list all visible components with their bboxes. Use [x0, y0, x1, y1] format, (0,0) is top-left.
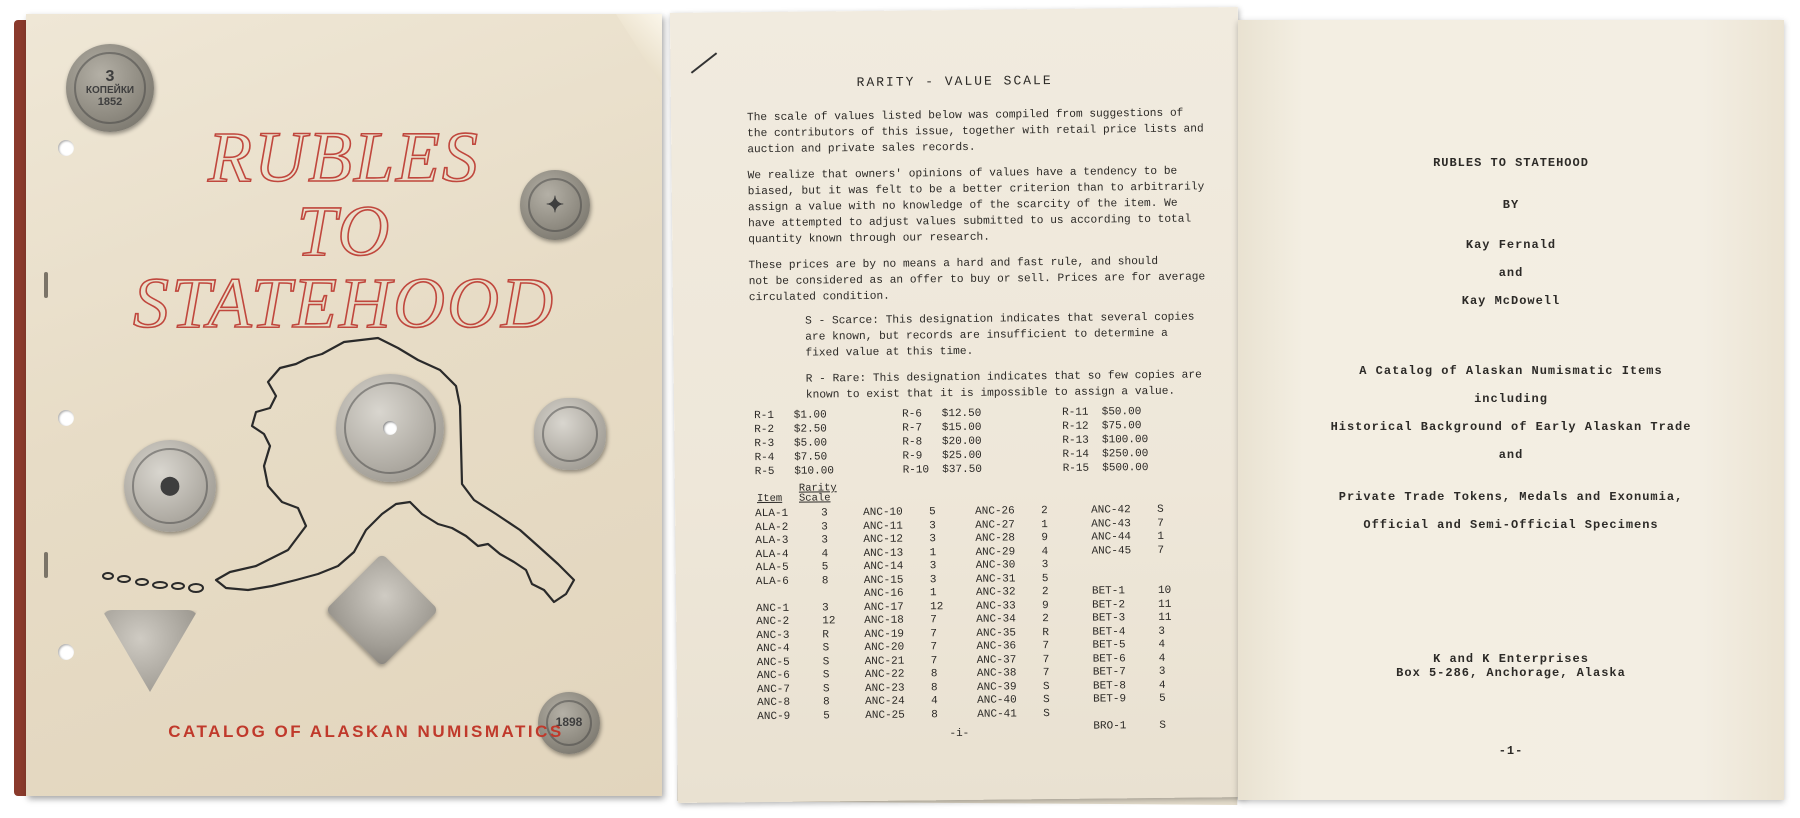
catalog-rarity: 8: [930, 668, 938, 681]
catalog-row: [757, 683, 836, 697]
title-page: [1238, 20, 1784, 800]
catalog-rarity: 7: [930, 641, 938, 654]
scale-grade: R-3: [754, 437, 775, 451]
catalog-row: [756, 615, 835, 629]
catalog-rarity: 7: [1157, 544, 1165, 557]
catalog-row: [755, 521, 834, 535]
subtitle-line-3: Private Trade Tokens, Medals and Exonumia,: [1338, 490, 1684, 504]
catalog-item-code: ANC-23: [864, 682, 905, 695]
catalog-item-code: BET-6: [1092, 652, 1126, 666]
catalog-rarity: 7: [1042, 667, 1050, 680]
author-1: Kay Fernald: [1465, 238, 1557, 252]
catalog-rarity: 5: [1159, 692, 1166, 705]
catalog-row: [756, 588, 835, 602]
catalog-item-code: ANC-6: [756, 669, 790, 683]
catalog-row: [757, 669, 836, 683]
catalog-row: [1091, 544, 1170, 558]
scale-grade: R-1: [754, 409, 774, 423]
catalog-rarity: 4: [1158, 638, 1166, 651]
catalog-item-code: BET-4: [1092, 625, 1126, 639]
intro-paragraph-2: We realize that owners' opinions of values have a tendency to be biased, but it was felt to be a better criterion than to arbitrarily assign a value with no knowledge of the scarcity of the item. We have attempted to adjust values submitted to us according to total quantity known through our research.: [747, 165, 1205, 247]
scale-value: $100.00: [1101, 434, 1149, 447]
subtitle-line-2: Historical Background of Early Alaskan Trade: [1330, 420, 1692, 434]
catalog-rarity: 5: [1041, 572, 1049, 585]
catalog-row: [755, 507, 834, 521]
scale-grade: R-9: [902, 450, 923, 463]
catalog-rarity: 3: [929, 519, 936, 532]
scale-value: $50.00: [1101, 406, 1142, 419]
catalog-row: [1093, 693, 1172, 707]
catalog-item-code: ALA-2: [755, 521, 789, 534]
catalog-row: [864, 641, 943, 655]
catalog-rarity: S: [1043, 707, 1050, 720]
catalog-row: [864, 601, 943, 615]
catalog-rarity: 3: [821, 507, 828, 520]
catalog-rarity: 4: [821, 547, 829, 560]
cover-title-line-2: TO: [296, 191, 392, 271]
catalog-item-code: BET-2: [1092, 598, 1126, 612]
catalog-item-code: ALA-5: [755, 561, 789, 575]
catalog-item-code: ANC-15: [863, 574, 904, 587]
catalog-row: [756, 575, 835, 589]
catalog-item-code: ANC-37: [976, 653, 1017, 667]
scale-value: $15.00: [941, 421, 982, 435]
and-text-1: and: [1498, 266, 1524, 280]
catalog-item-code: ANC-40: [977, 694, 1017, 707]
catalog-rarity: 9: [1041, 532, 1049, 545]
catalog-rarity: 1: [1041, 518, 1048, 531]
catalog-rarity: S: [822, 642, 830, 655]
catalog-rarity: S: [1043, 694, 1050, 707]
catalog-row: [1091, 517, 1170, 531]
scarce-definition: S - Scarce: This designation indicates that several copies are known, but records are insufficient to determine a fixed value at this time.: [805, 311, 1195, 360]
catalog-rarity: 2: [1042, 613, 1049, 626]
catalog-item-code: BRO-1: [1093, 720, 1127, 733]
catalog-column-4: [1091, 504, 1173, 734]
scale-grade: R-15: [1062, 462, 1090, 475]
catalog-rarity: 5: [823, 709, 830, 722]
scale-grade: R-6: [902, 408, 922, 421]
catalog-row: [975, 505, 1048, 519]
catalog-rarity: 1: [929, 546, 937, 559]
catalog-item-code: ANC-32: [975, 586, 1016, 599]
catalog-rarity: 12: [930, 600, 944, 613]
scale-grade: R-12: [1062, 420, 1089, 433]
scale-value: $250.00: [1102, 448, 1149, 461]
intro-paragraph-1: The scale of values listed below was compiled from suggestions of the contributors of this issue, together with retail price lists and auction and private sales records.: [746, 107, 1204, 157]
catalog-row: [975, 519, 1048, 533]
rarity-column-header: Rarity Scale: [798, 482, 837, 505]
catalog-rarity: S: [822, 682, 830, 695]
catalog-item-code: ANC-13: [863, 547, 904, 560]
catalog-row: [864, 614, 943, 628]
scale-value: $500.00: [1102, 462, 1149, 475]
scale-value: $20.00: [941, 435, 982, 449]
catalog-item-code: ANC-28: [975, 532, 1016, 545]
catalog-rarity: 3: [821, 534, 829, 547]
catalog-rarity: S: [1157, 503, 1164, 516]
catalog-rarity: 4: [1041, 545, 1049, 558]
round-trade-token: ⬤: [124, 440, 216, 532]
catalog-row: [864, 587, 943, 601]
catalog-row: [756, 642, 835, 656]
catalog-rarity: 7: [1042, 640, 1050, 653]
rare-definition: R - Rare: This designation indicates that so few copies are known to exist that it is impossible to assign a value.: [805, 369, 1202, 402]
catalog-item-code: BET-5: [1092, 639, 1126, 652]
scale-grade: R-14: [1062, 448, 1089, 461]
catalog-row: [865, 655, 944, 669]
kopek-word: КОПЕЙКИ: [85, 85, 135, 97]
catalog-row: [1093, 666, 1172, 680]
and-text-2: and: [1498, 448, 1524, 462]
catalog-item-code: BET-8: [1092, 679, 1127, 693]
catalog-row: [1093, 720, 1172, 734]
scale-grade: R-11: [1062, 406, 1089, 419]
catalog-rarity: R: [822, 628, 830, 641]
intro-paragraph-3: These prices are by no means a hard and fast rule, and should not be considered as an offer to buy or sell. Prices are for average circulated condition.: [748, 255, 1206, 305]
catalog-row: [756, 561, 835, 575]
scale-grade: R-10: [902, 464, 930, 477]
catalog-row: [865, 668, 944, 682]
catalog-row: [975, 546, 1048, 560]
catalog-rarity: 2: [1041, 586, 1049, 599]
catalog-row: [756, 629, 835, 643]
catalog-rarity: 8: [930, 681, 938, 694]
publisher-name: K and K Enterprises: [1433, 652, 1589, 666]
catalog-item-code: ANC-4: [756, 642, 790, 656]
catalog-row: [975, 532, 1048, 546]
catalog-rarity: 1: [1157, 530, 1165, 543]
scale-value: $10.00: [794, 465, 834, 478]
catalog-row: [1093, 706, 1172, 720]
catalog-row: [1093, 652, 1172, 666]
alaska-trade-token-large: [336, 374, 444, 482]
subtitle-line-4: Official and Semi-Official Specimens: [1363, 518, 1659, 532]
round-token-year: 1898: [555, 715, 583, 730]
catalog-item-code: ANC-31: [975, 572, 1016, 586]
scale-grade: R-13: [1062, 434, 1089, 447]
catalog-row: [976, 613, 1049, 627]
catalog-item-code: ANC-38: [976, 667, 1017, 680]
catalog-row: [757, 656, 836, 670]
catalog-row: [977, 681, 1050, 695]
catalog-row: [865, 682, 944, 696]
catalog-item-code: ANC-12: [863, 533, 904, 546]
catalog-item-code: ANC-39: [976, 680, 1017, 694]
catalog-row: [864, 628, 943, 642]
catalog-rarity: R: [1042, 626, 1050, 639]
subtitle-line-1: A Catalog of Alaskan Numismatic Items: [1359, 364, 1663, 378]
catalog-item-code: [1092, 579, 1158, 580]
catalog-item-code: ALA-1: [755, 507, 789, 521]
catalog-row: [977, 654, 1050, 668]
catalog-row: [757, 710, 836, 724]
catalog-rarity: 4: [1158, 679, 1166, 692]
catalog-item-code: ANC-21: [864, 655, 905, 668]
kopek-year: 1852: [97, 96, 123, 109]
rarity-heading: RARITY - VALUE SCALE: [856, 72, 1053, 91]
page-number-roman: -i-: [949, 727, 970, 741]
catalog-item-code: ALA-4: [755, 548, 789, 561]
catalog-item-code: ANC-18: [864, 614, 904, 627]
catalog-row: [865, 695, 944, 709]
catalog-item-code: ANC-16: [863, 587, 904, 600]
cover-caption: CATALOG OF ALASKAN NUMISMATICS: [168, 722, 564, 741]
catalog-item-code: ANC-45: [1091, 544, 1132, 558]
catalog-rarity: 8: [821, 574, 829, 587]
catalog-item-code: BET-3: [1092, 612, 1126, 625]
scale-value: $7.50: [794, 451, 828, 464]
catalog-item-code: ANC-1: [756, 602, 790, 615]
catalog-row: [1091, 531, 1170, 545]
catalog-rarity: 10: [1157, 584, 1172, 597]
catalog-rarity: 8: [931, 708, 938, 721]
catalog-row: [755, 548, 834, 562]
catalog-row: [1092, 625, 1171, 639]
catalog-item-code: ANC-26: [975, 505, 1015, 518]
catalog-row: [865, 709, 944, 723]
catalog-rarity: 12: [822, 615, 836, 628]
catalog-rarity: 3: [1158, 665, 1166, 678]
catalog-column-3: [975, 505, 1050, 722]
catalog-item-code: ANC-34: [976, 613, 1016, 626]
scalloped-token: [534, 398, 606, 470]
catalog-row: [863, 533, 942, 547]
scale-grade: R-8: [902, 436, 923, 449]
catalog-rarity: 1: [929, 587, 937, 600]
author-2: Kay McDowell: [1461, 294, 1561, 308]
catalog-item-code: ANC-29: [975, 545, 1016, 559]
catalog-item-code: ANC-19: [864, 628, 905, 641]
catalog-item-code: ALA-3: [755, 534, 789, 548]
catalog-rarity: 3: [822, 601, 829, 614]
catalog-row: [1092, 585, 1171, 599]
scale-value: $12.50: [941, 407, 982, 421]
catalog-item-code: ANC-20: [864, 641, 905, 654]
catalog-rarity: S: [822, 655, 830, 668]
catalog-item-code: ANC-25: [865, 709, 905, 722]
catalog-row: [1092, 639, 1171, 653]
catalog-row: [864, 560, 943, 574]
catalog-row: [863, 547, 942, 561]
catalog-item-code: ANC-27: [975, 518, 1015, 532]
catalog-row: [976, 559, 1049, 573]
catalog-item-code: ANC-8: [757, 696, 791, 710]
catalog-row: [977, 694, 1050, 708]
catalog-item-code: ANC-41: [977, 707, 1017, 721]
catalog-item-code: ANC-43: [1091, 517, 1131, 531]
catalog-row: [977, 667, 1050, 681]
catalog-item-code: ANC-2: [756, 615, 790, 629]
rarity-value-page: [670, 7, 1246, 803]
by-line: BY: [1502, 198, 1520, 212]
catalog-rarity: 5: [929, 506, 936, 519]
catalog-rarity: 3: [929, 533, 937, 546]
catalog-row: [977, 708, 1050, 722]
catalog-rarity: 3: [821, 520, 828, 533]
catalog-item-code: ANC-35: [976, 626, 1017, 640]
catalog-item-code: BET-7: [1092, 666, 1126, 679]
russian-kopek-coin: [66, 44, 154, 132]
publisher-address: Box 5-286, Anchorage, Alaska: [1396, 666, 1626, 680]
catalog-item-code: ANC-7: [756, 683, 791, 696]
including-text: including: [1474, 392, 1548, 406]
catalog-row: [863, 506, 942, 520]
catalog-rarity: 8: [823, 696, 830, 709]
catalog-row: [755, 534, 834, 548]
scale-value: $25.00: [942, 449, 982, 463]
catalog-column-2: [863, 506, 944, 723]
catalog-row: [757, 696, 836, 710]
catalog-column-1: [755, 507, 836, 724]
catalog-rarity: 7: [930, 627, 938, 640]
scale-value: $5.00: [793, 437, 828, 450]
catalog-rarity: 3: [929, 560, 937, 573]
catalog-row: [1092, 598, 1171, 612]
catalog-rarity: 4: [1158, 652, 1166, 665]
catalog-rarity: 7: [930, 654, 938, 667]
catalog-item-code: [1093, 714, 1159, 715]
catalog-rarity: 11: [1158, 598, 1172, 611]
catalog-item-code: ANC-44: [1091, 531, 1132, 544]
catalog-rarity: 2: [1041, 505, 1048, 518]
catalog-item-code: [1092, 566, 1158, 567]
book-title: RUBLES TO STATEHOOD: [1433, 156, 1589, 170]
cover-title-line-1: RUBLES: [208, 117, 480, 197]
catalog-row: [1091, 504, 1170, 518]
catalog-item-code: ANC-33: [976, 599, 1016, 613]
catalog-item-code: ALA-6: [755, 575, 789, 588]
scale-value: $2.50: [793, 423, 827, 436]
catalog-item-code: ANC-9: [757, 710, 791, 723]
catalog-row: [976, 640, 1049, 654]
catalog-row: [864, 574, 943, 588]
catalog-row: [976, 573, 1049, 587]
catalog-row: [976, 600, 1049, 614]
catalog-row: [1092, 612, 1171, 626]
eagle-medal-coin: ✦: [520, 170, 590, 240]
item-column-header: Item: [756, 492, 783, 506]
catalog-rarity: 5: [821, 561, 829, 574]
catalog-rarity: 3: [929, 573, 937, 586]
catalog-rarity: 7: [1157, 517, 1164, 530]
catalog-item-code: BET-9: [1093, 693, 1127, 706]
catalog-item-code: [756, 596, 822, 597]
catalog-item-code: ANC-14: [863, 560, 904, 573]
scale-value: $75.00: [1101, 420, 1142, 433]
scale-value: $1.00: [793, 409, 827, 422]
kopek-denomination: 3: [105, 67, 115, 85]
catalog-row: [863, 520, 942, 534]
catalog-item-code: BET-1: [1091, 585, 1126, 598]
catalog-rarity: 3: [1158, 625, 1166, 638]
catalog-item-code: ANC-3: [756, 629, 790, 642]
catalog-item-code: ANC-42: [1091, 504, 1131, 517]
catalog-rarity: S: [1042, 680, 1050, 693]
catalog-rarity: 7: [1042, 653, 1050, 666]
catalog-row: [756, 602, 835, 616]
catalog-item-code: ANC-24: [865, 695, 905, 708]
catalog-item-code: ANC-11: [863, 520, 903, 533]
catalog-item-code: ANC-30: [975, 559, 1016, 572]
catalog-rarity: 9: [1042, 599, 1049, 612]
catalog-item-code: ANC-36: [976, 640, 1017, 653]
catalog-rarity: 11: [1158, 611, 1172, 624]
catalog-rarity: 3: [1041, 559, 1049, 572]
catalog-item-code: ANC-5: [756, 656, 790, 669]
scale-grade: R-5: [754, 465, 775, 479]
scale-value: $37.50: [942, 463, 982, 477]
scale-grade: R-4: [754, 451, 775, 465]
page-number: -1-: [1498, 744, 1524, 758]
catalog-row: [976, 586, 1049, 600]
catalog-item-code: ANC-22: [864, 668, 905, 681]
catalog-rarity: S: [1159, 719, 1167, 732]
catalog-item-code: ANC-17: [864, 601, 904, 614]
catalog-rarity: 4: [931, 695, 938, 708]
catalog-rarity: S: [822, 669, 830, 682]
scale-grade: R-7: [902, 422, 923, 435]
booklet-cover: [26, 14, 662, 796]
cover-title-line-3: STATEHOOD: [132, 263, 555, 343]
catalog-rarity: 7: [930, 614, 937, 627]
catalog-item-code: ANC-10: [863, 506, 903, 519]
catalog-row: [1092, 571, 1171, 585]
catalog-row: [1093, 679, 1172, 693]
scale-grade: R-2: [754, 423, 775, 437]
catalog-row: [1092, 558, 1171, 572]
catalog-row: [976, 627, 1049, 641]
